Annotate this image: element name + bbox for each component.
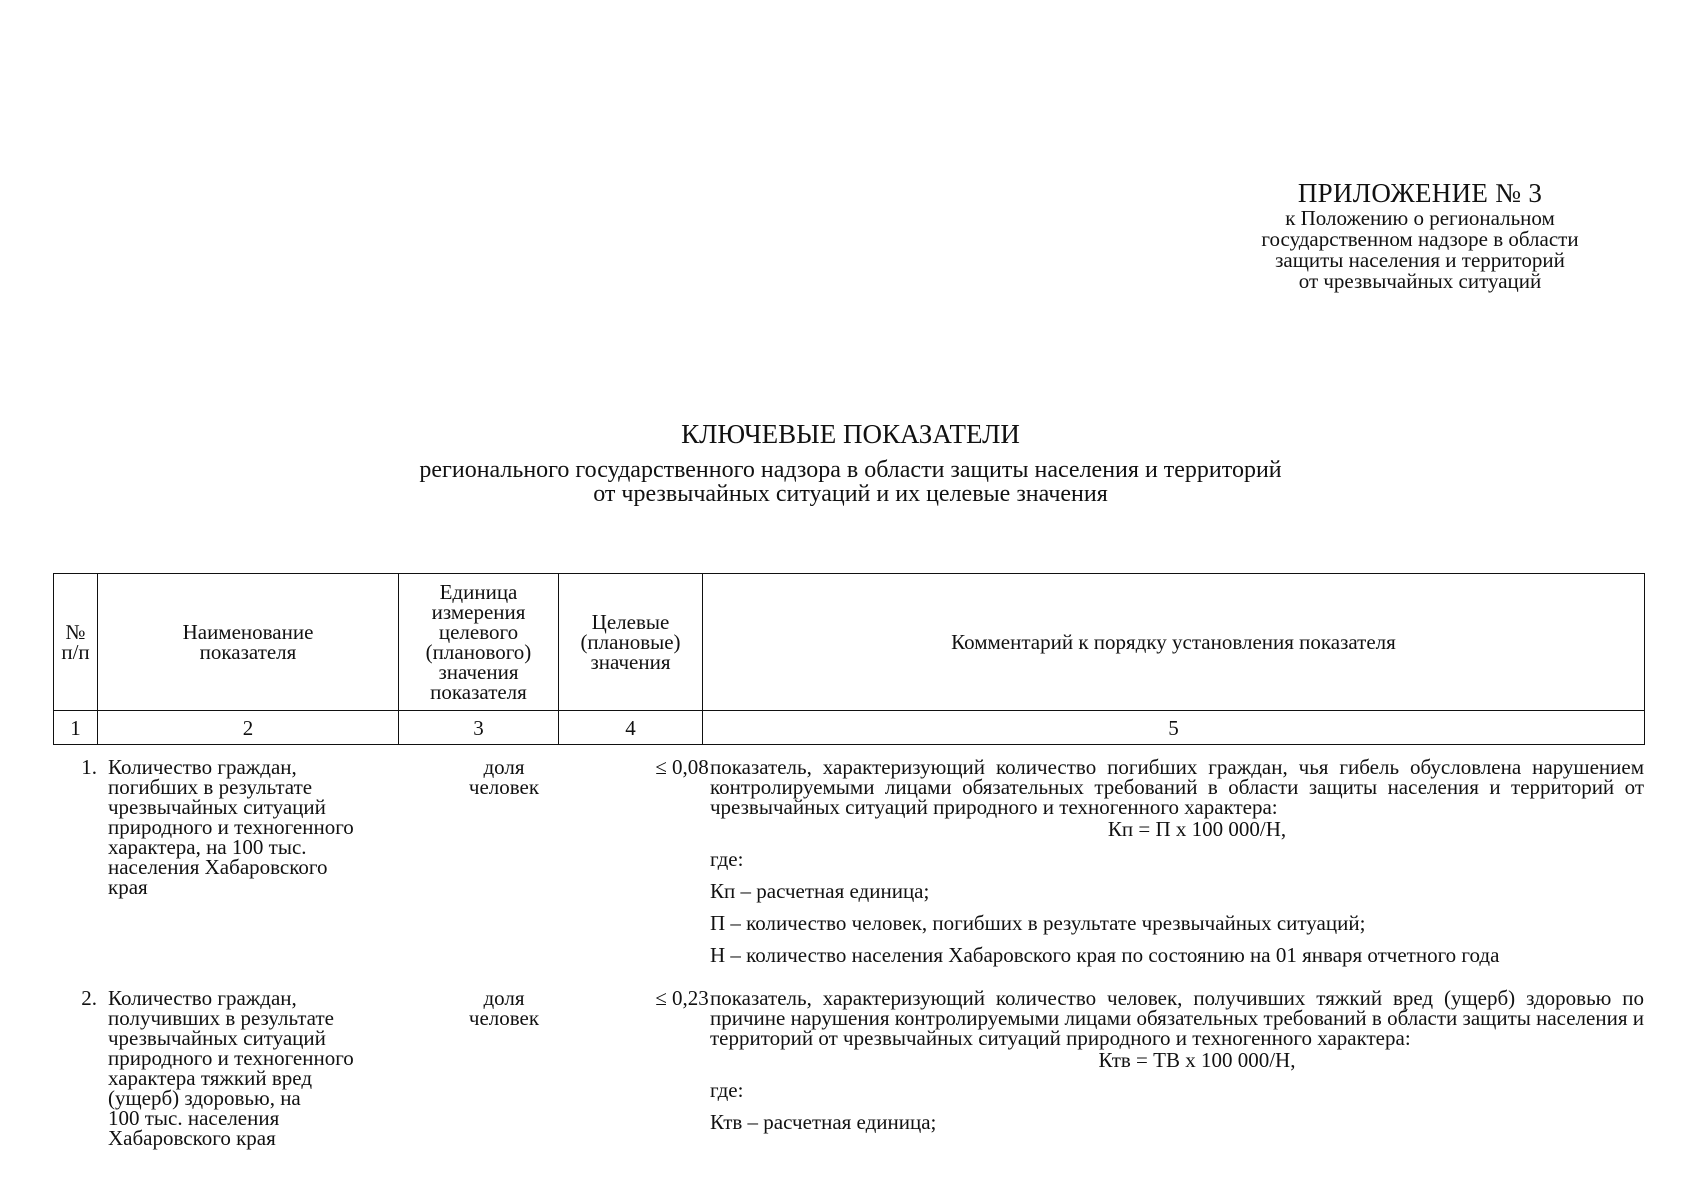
header-unit-line: показателя [430,680,527,704]
header-unit-line: Единица [439,580,518,604]
indicator-target: ≤ 0,23 [655,986,709,1010]
document-subtitle [0,458,1701,506]
header-target-line: (плановые) [580,630,681,654]
header-name-line: показателя [199,640,297,664]
header-name [98,574,399,711]
unit-line: доля [483,986,525,1010]
indicator-name-line: 100 тыс. населения [108,1106,280,1130]
indicator-target: ≤ 0,08 [655,755,709,779]
unit-line: человек [468,1006,540,1030]
indicator-name-line: характера, на 100 тыс. [108,835,307,859]
header-comment: Комментарий к порядку установления показателя [703,574,1645,711]
annex-line: защиты населения и территорий [1275,248,1565,272]
where-label: где: [710,1078,744,1102]
indicator-name-line: Количество граждан, [108,755,297,779]
formula: Ктв = ТВ х 100 000/Н, [1098,1048,1296,1072]
indicator-name-line: характера тяжкий вред [108,1066,313,1090]
formula: Кп = П х 100 000/Н, [1107,817,1287,841]
indicator-name [108,757,398,897]
row-number: 1. [81,755,97,779]
indicator-name-line: края [108,875,148,899]
header-name-line: Наименование [182,620,314,644]
header-unit [399,574,559,711]
indicator-comment [710,757,1644,965]
unit-line: доля [483,755,525,779]
annex-line: от чрезвычайных ситуаций [1298,269,1542,293]
indicator-name-line: Количество граждан, [108,986,297,1010]
comment-text: показатель, характеризующий количество погибших граждан, чья гибель обусловлена нарушением контролируемыми лицами обязательных требований в области защиты населения и территорий от чрезвычайных ситуаций природного и техногенного характера: [710,755,1644,819]
header-no-line: п/п [61,640,90,664]
definition: Ктв – расчетная единица; [710,1110,937,1134]
header-no-line: № [65,620,86,644]
definition: Н – количество населения Хабаровского края по состоянию на 01 января отчетного года [710,943,1500,967]
column-number: 3 [399,711,559,745]
indicator-name-line: природного и техногенного [108,815,354,839]
annex-line: к Положению о региональном [1285,206,1555,230]
header-unit-line: целевого [438,620,519,644]
column-number: 4 [559,711,703,745]
column-number: 1 [54,711,98,745]
indicator-unit [398,988,610,1028]
definition: Кп – расчетная единица; [710,879,930,903]
indicator-name-line: Хабаровского края [108,1126,276,1150]
indicator-name-line: (ущерб) здоровью, на [108,1086,301,1110]
header-target-line: значения [590,650,671,674]
subtitle-line: регионального государственного надзора в области защиты населения и территорий [419,457,1282,483]
annex-title: ПРИЛОЖЕНИЕ № 3 [1297,178,1543,208]
indicator-name-line: чрезвычайных ситуаций [108,1026,326,1050]
indicator-name-line: получивших в результате [108,1006,334,1030]
column-number: 2 [98,711,399,745]
row-number: 2. [81,986,97,1010]
header-unit-line: значения [438,660,519,684]
indicators-table-header [53,573,1645,745]
where-label: где: [710,847,744,871]
comment-text: показатель, характеризующий количество человек, получивших тяжкий вред (ущерб) здоровью по причине нарушения контролируемыми лицами обязательных требований в области защиты населения и территорий от чрезвычайных ситуаций природного и техногенного характера: [710,986,1644,1050]
header-no [54,574,98,711]
subtitle-line: от чрезвычайных ситуаций и их целевые значения [593,481,1108,507]
header-unit-line: (планового) [425,640,532,664]
annex-block [1200,178,1640,292]
annex-line: государственном надзоре в области [1261,227,1579,251]
unit-line: человек [468,775,540,799]
indicator-name-line: погибших в результате [108,775,313,799]
indicator-name [108,988,398,1148]
indicator-name-line: чрезвычайных ситуаций [108,795,326,819]
header-target [559,574,703,711]
indicator-name-line: населения Хабаровского [108,855,328,879]
column-number: 5 [703,711,1645,745]
indicator-name-line: природного и техногенного [108,1046,354,1070]
document-title: КЛЮЧЕВЫЕ ПОКАЗАТЕЛИ [681,419,1020,449]
header-target-line: Целевые [591,610,670,634]
indicator-comment [710,988,1644,1132]
definition: П – количество человек, погибших в результате чрезвычайных ситуаций; [710,911,1366,935]
header-unit-line: измерения [431,600,526,624]
indicator-unit [398,757,610,797]
